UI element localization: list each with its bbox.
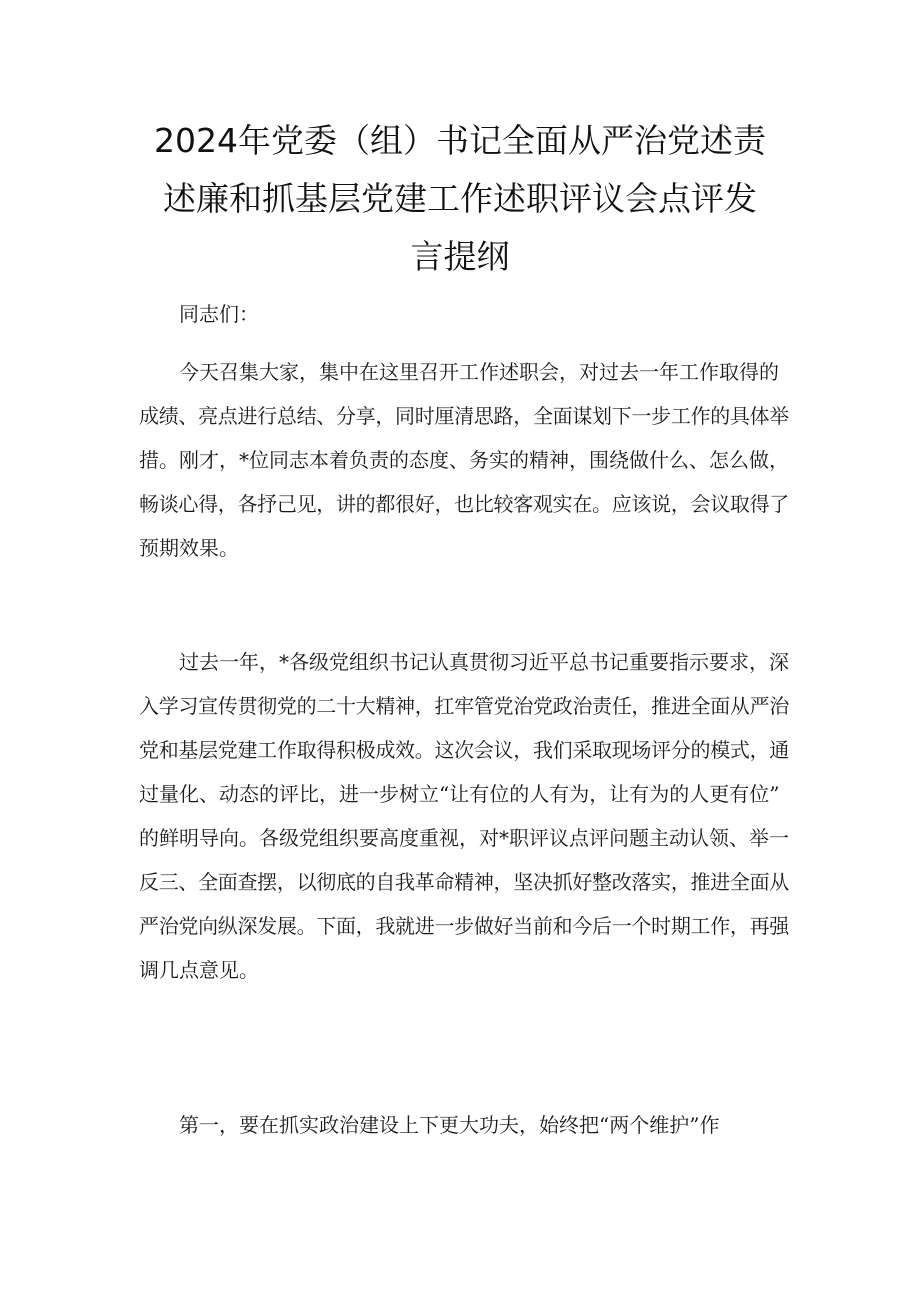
paragraph-line: 成绩、亮点进行总结、分享，同时厘清思路，全面谋划下一步工作的具体举 <box>139 404 789 428</box>
title-line: 述廉和抓基层党建工作述职评议会点评发 <box>163 179 757 218</box>
paragraph-opening <box>139 350 789 570</box>
paragraph-line: 预期效果。 <box>139 536 239 560</box>
document-title <box>150 112 770 286</box>
paragraph-line: 的鲜明导向。各级党组织要高度重视，对*职评议点评问题主动认领、举一 <box>139 826 789 850</box>
paragraph-line: 调几点意见。 <box>139 958 259 982</box>
paragraph-line: 今天召集大家，集中在这里召开工作述职会，对过去一年工作取得的 <box>179 360 779 384</box>
paragraph-line: 入学习宣传贯彻党的二十大精神，扛牢管党治党政治责任，推进全面从严治 <box>139 694 789 718</box>
greeting: 同志们： <box>179 302 259 326</box>
paragraph-line: 第一，要在抓实政治建设上下更大功夫，始终把“两个维护”作 <box>179 1113 720 1137</box>
paragraph-line: 严治党向纵深发展。下面，我就进一步做好当前和今后一个时期工作，再强 <box>139 914 789 938</box>
paragraph-first-point <box>139 1103 789 1147</box>
paragraph-review <box>139 640 789 992</box>
title-line: 言提纲 <box>410 237 510 276</box>
paragraph-line: 措。刚才，*位同志本着负责的态度、务实的精神，围绕做什么、怎么做， <box>139 448 789 472</box>
paragraph-line: 畅谈心得，各抒己见，讲的都很好，也比较客观实在。应该说，会议取得了 <box>139 492 789 516</box>
paragraph-line: 党和基层党建工作取得积极成效。这次会议，我们采取现场评分的模式，通 <box>139 738 789 762</box>
paragraph-line: 反三、全面查摆，以彻底的自我革命精神，坚决抓好整改落实，推进全面从 <box>139 870 789 894</box>
paragraph-line: 过量化、动态的评比，进一步树立“让有位的人有为，让有为的人更有位” <box>139 782 780 806</box>
title-line: 2024年党委（组）书记全面从严治党述责 <box>154 121 766 160</box>
paragraph-line: 过去一年，*各级党组织书记认真贯彻习近平总书记重要指示要求，深 <box>179 650 789 674</box>
